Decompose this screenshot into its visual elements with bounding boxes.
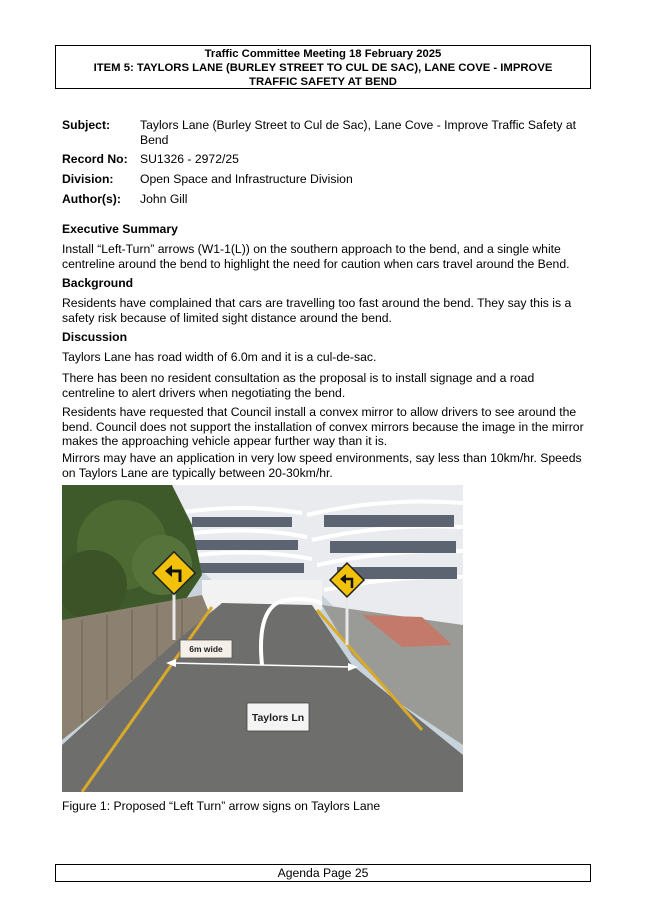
- division-row: [62, 172, 580, 187]
- page-number: Agenda Page 25: [277, 866, 369, 880]
- record-value: SU1326 - 2972/25: [140, 152, 239, 166]
- road-name-label: Taylors Ln: [251, 712, 305, 724]
- item-header-box: [55, 45, 591, 89]
- executive-summary-text: Install “Left-Turn” arrows (W1-1(L)) on the southern approach to the bend, and a single white centreline around the bend to highlight the need for caution when cars travel around the Bend.: [62, 242, 570, 271]
- background-text: Residents have complained that cars are travelling too fast around the bend. They say this is a safety risk because of limited sight distance around the bend.: [62, 296, 572, 325]
- figure-caption: Figure 1: Proposed “Left Turn” arrow signs on Taylors Lane: [62, 799, 381, 813]
- author-label: Author(s):: [62, 192, 121, 206]
- meeting-title: Traffic Committee Meeting 18 February 2025: [204, 48, 442, 60]
- record-label: Record No:: [62, 152, 128, 166]
- author-value: John Gill: [140, 192, 188, 206]
- author-row: [62, 192, 580, 207]
- division-label: Division:: [62, 172, 114, 186]
- item-title-line1: ITEM 5: TAYLORS LANE (BURLEY STREET TO CUL DE SAC), LANE COVE - IMPROVE: [93, 62, 553, 74]
- executive-summary-heading: Executive Summary: [62, 222, 178, 236]
- division-value: Open Space and Infrastructure Division: [140, 172, 353, 186]
- background-heading: Background: [62, 276, 134, 290]
- width-label: 6m wide: [189, 644, 223, 654]
- record-row: [62, 152, 580, 167]
- page-footer: [55, 864, 591, 882]
- subject-value: Taylors Lane (Burley Street to Cul de Sac), Lane Cove - Improve Traffic Safety at Bend: [140, 118, 577, 147]
- street-photo-figure: [62, 485, 463, 792]
- discussion-paragraph-3: Residents have requested that Council install a convex mirror to allow drivers to see around the bend. Council does not support the installation of convex mirrors because the image in the mirror makes the approaching vehicle appear further way than it is.: [62, 405, 584, 449]
- discussion-paragraph-2: There has been no resident consultation as the proposal is to install signage and a road centreline to alert drivers when negotiating the bend.: [62, 371, 535, 400]
- discussion-heading: Discussion: [62, 330, 128, 344]
- item-title-line2: TRAFFIC SAFETY AT BEND: [249, 76, 397, 88]
- discussion-paragraph-4: Mirrors may have an application in very low speed environments, say less than 10km/hr. Speeds on Taylors Lane are typically between 20-30km/hr.: [62, 451, 582, 480]
- street-photo: [62, 485, 463, 792]
- subject-row: [62, 118, 580, 147]
- discussion-paragraph-1: Taylors Lane has road width of 6.0m and it is a cul-de-sac.: [62, 350, 377, 364]
- subject-label: Subject:: [62, 118, 111, 132]
